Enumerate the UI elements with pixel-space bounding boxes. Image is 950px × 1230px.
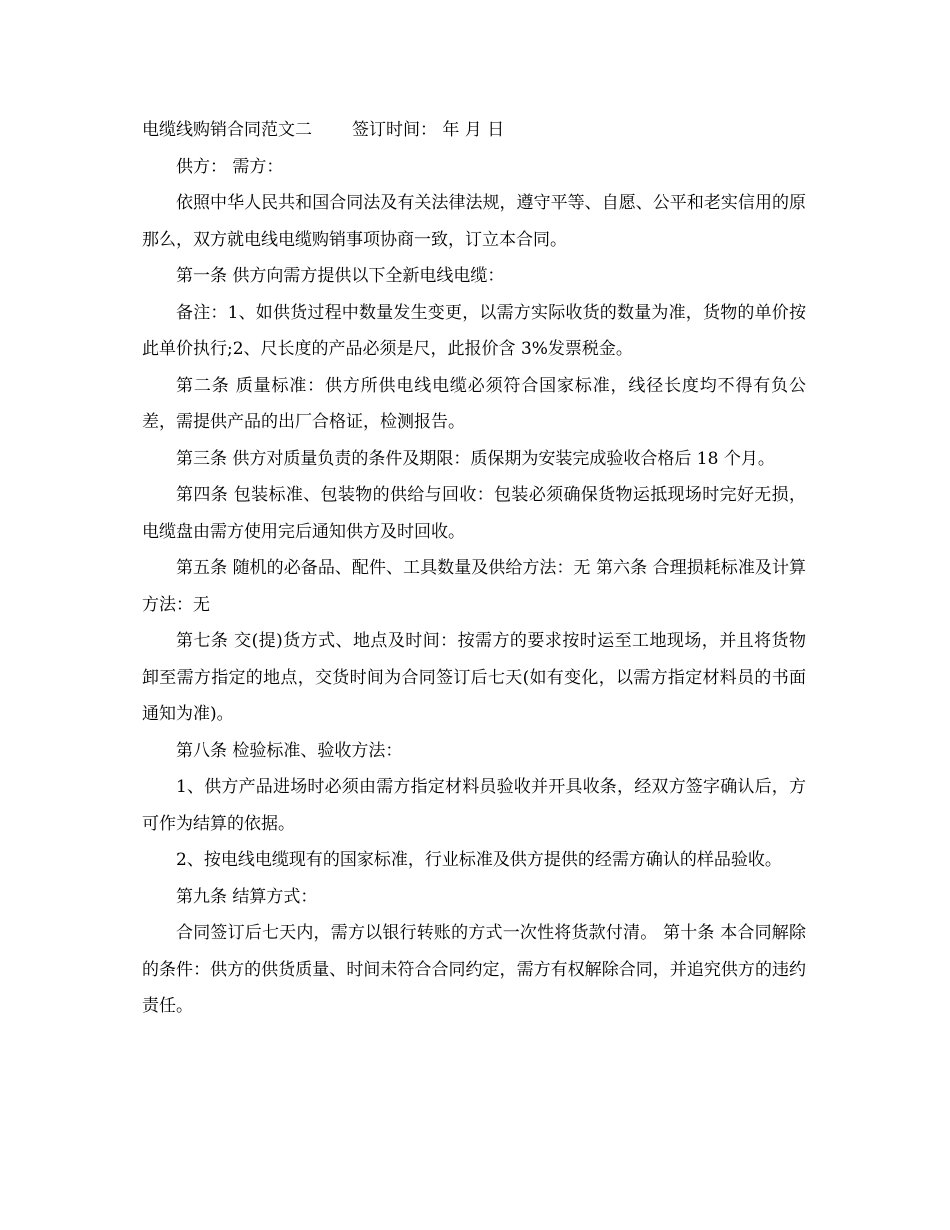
paragraph-article-1: 第一条 供方向需方提供以下全新电线电缆： [176,266,505,286]
paragraph-article-8: 第八条 检验标准、验收方法： [176,740,403,761]
sign-time: 签订时间： 年 月 日 [352,120,505,140]
paragraph-article-3: 第三条 供方对质量负责的条件及期限：质保期为安装完成验收合格后 18 个月。 [176,448,775,469]
paragraph-remarks: 备注：1、如供货过程中数量发生变更，以需方实际收货的数量为准，货物的单价按此单价执行;2、尺长度的产品必须是尺，此报价含 3%发票税金。 [142,302,806,359]
document-title: 电缆线购销合同范文二 [142,120,312,140]
paragraph-article-7: 第七条 交(提)货方式、地点及时间：按需方的要求按时运至工地现场，并且将货物卸至需方指定的地点，交货时间为合同签订后七天(如有变化，以需方指定材料员的书面通知为准)。 [142,631,806,724]
paragraph-article-9: 第九条 结算方式： [176,886,318,907]
paragraph-preamble: 依照中华人民共和国合同法及有关法律法规，遵守平等、自愿、公平和老实信用的原那么，双方就电线电缆购销事项协商一致，订立本合同。 [142,193,806,250]
paragraph-article-2: 第二条 质量标准：供方所供电线电缆必须符合国家标准，线径长度均不得有负公差，需提供产品的出厂合格证，检测报告。 [142,375,806,432]
parties-line: 供方： 需方： [176,156,284,177]
paragraph-settlement-article-10: 合同签订后七天内，需方以银行转账的方式一次性将货款付清。 第十条 本合同解除的条件：供方的供货质量、时间未符合合同约定，需方有权解除合同，并追究供方的违约责任。 [142,923,806,1016]
paragraph-article-8-item-2: 2、按电线电缆现有的国家标准，行业标准及供方提供的经需方确认的样品验收。 [176,850,782,870]
document-title-row [142,112,806,149]
paragraph-article-8-item-1: 1、供方产品进场时必须由需方指定材料员验收并开具收条，经双方签字确认后，方可作为结算的依据。 [142,777,806,834]
paragraph-article-4: 第四条 包装标准、包装物的供给与回收：包装必须确保货物运抵现场时完好无损，电缆盘由需方使用完后通知供方及时回收。 [142,485,806,542]
document-page [142,112,806,1025]
paragraph-article-5-6: 第五条 随机的必备品、配件、工具数量及供给方法：无 第六条 合理损耗标准及计算方法：无 [142,558,806,615]
